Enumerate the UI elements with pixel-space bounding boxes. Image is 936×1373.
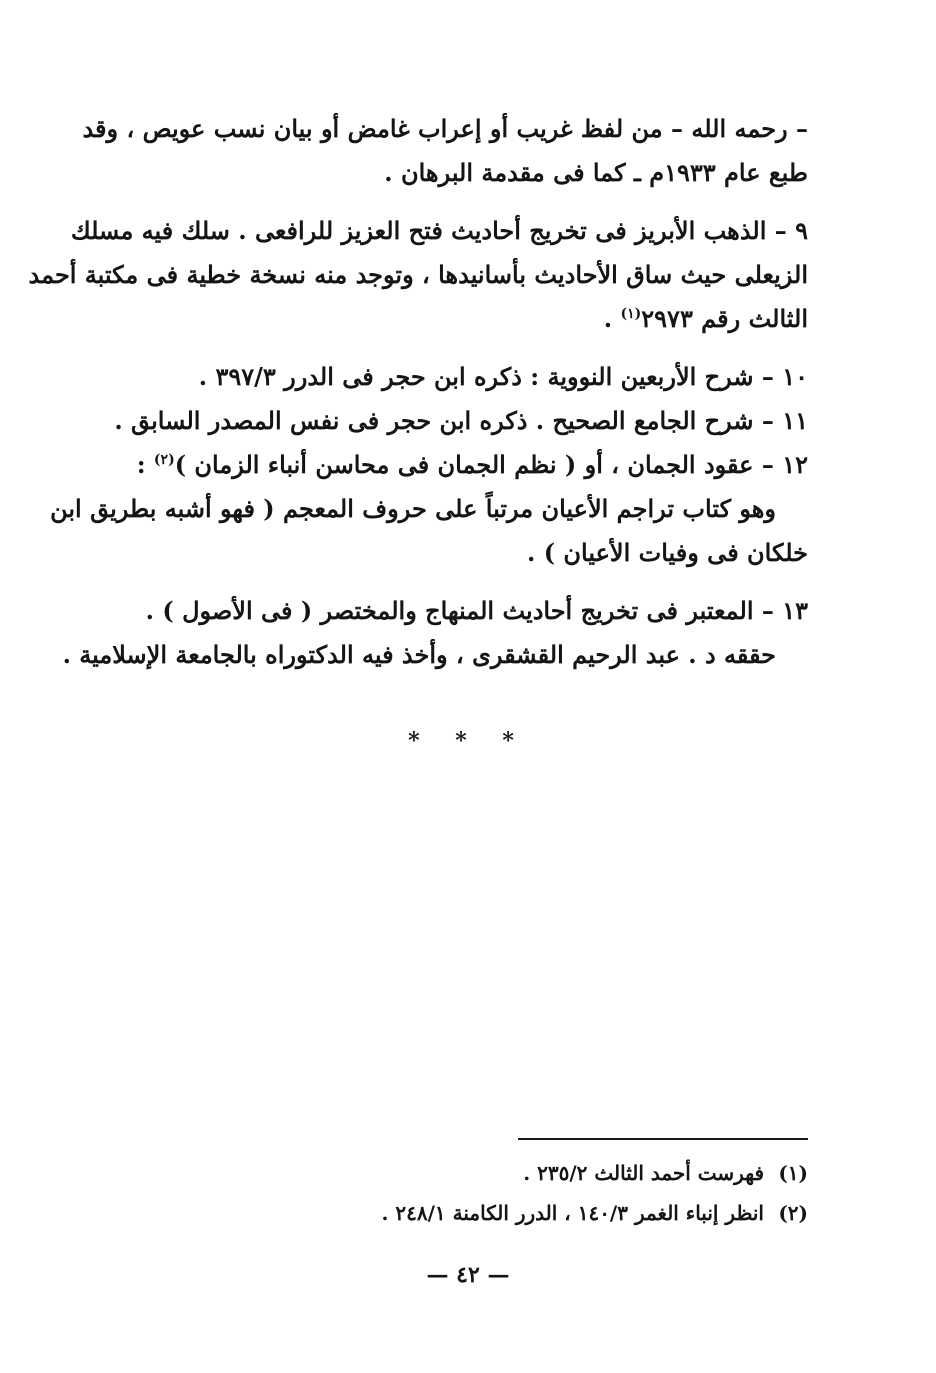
item-9-line-1: ٩ – الذهب الأبريز فى تخريج أحاديث فتح العزيز للرافعى . سلك فيه مسلك <box>70 216 808 245</box>
text-line-2: طبع عام ١٩٣٣م ـ كما فى مقدمة البرهان . <box>384 158 808 187</box>
section-separator: * * * <box>408 728 528 754</box>
item-9-line-3 <box>604 302 808 336</box>
footnote-1-number: (١) <box>778 1161 808 1185</box>
page-number: — ٤٢ — <box>426 1262 510 1288</box>
footnote-1 <box>523 1158 808 1188</box>
footnote-2-number: (٢) <box>778 1201 808 1225</box>
item-12-line <box>137 448 808 482</box>
item-9-line-2: الزيعلى حيث ساق الأحاديث بأسانيدها ، وتوجد منه نسخة خطية فى مكتبة أحمد <box>28 260 808 289</box>
item-11-line: ١١ – شرح الجامع الصحيح . ذكره ابن حجر فى نفس المصدر السابق . <box>114 406 808 435</box>
item-13-desc-line: حققه د . عبد الرحيم القشقرى ، وأخذ فيه الدكتوراه بالجامعة الإسلامية . <box>62 640 776 669</box>
text-line-1: – رحمه الله – من لفظ غريب أو إعراب غامض أو بيان نسب عويص ، وقد <box>82 114 808 143</box>
item-12-line-text: ١٢ – عقود الجمان ، أو ( نظم الجمان فى محاسن أنباء الزمان ) <box>174 450 808 479</box>
footnote-ref-1: (١) <box>620 306 642 322</box>
item-12-desc-line-1: وهو كتاب تراجم الأعيان مرتباً على حروف المعجم ( فهو أشبه بطريق ابن <box>50 494 776 523</box>
item-10-line: ١٠ – شرح الأربعين النووية : ذكره ابن حجر فى الدرر ٣٩٧/٣ . <box>198 362 808 391</box>
item-9-line-3-end: . <box>603 304 621 333</box>
footnote-1-text: فهرست أحمد الثالث ٢٣٥/٢ . <box>523 1161 764 1185</box>
item-9-line-3-text: الثالث رقم ٢٩٧٣ <box>641 304 808 333</box>
item-12-desc-line-2: خلكان فى وفيات الأعيان ) . <box>526 538 808 567</box>
footnote-2 <box>381 1198 808 1228</box>
footnote-divider <box>518 1138 808 1140</box>
footnote-2-text: انظر إنباء الغمر ١٤٠/٣ ، الدرر الكامنة ٢٤٨/١ . <box>381 1201 764 1225</box>
footnote-ref-2: (٢) <box>153 452 175 468</box>
item-13-line: ١٣ – المعتبر فى تخريج أحاديث المنهاج والمختصر ( فى الأصول ) . <box>145 596 808 625</box>
item-12-line-end: : <box>136 450 154 479</box>
